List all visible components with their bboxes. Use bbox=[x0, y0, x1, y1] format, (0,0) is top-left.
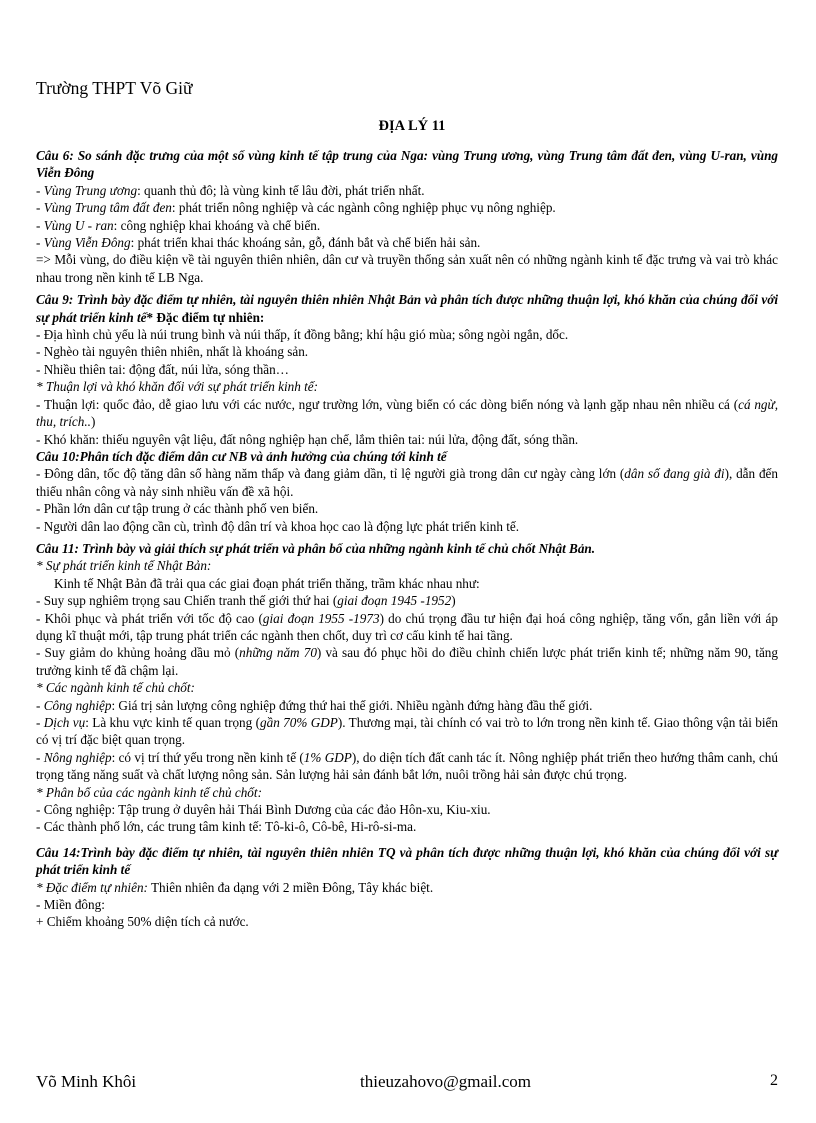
document-title: ĐỊA LÝ 11 bbox=[378, 118, 446, 134]
q11-subheading-3: * Phân bố của các ngành kinh tế chủ chốt: bbox=[36, 784, 262, 800]
q11-line-2 bbox=[36, 592, 778, 609]
q6-text-4: : phát triển khai thác khoáng sản, gỗ, đánh bắt và chế biến hải sản. bbox=[130, 235, 481, 251]
q9-line-4-text: - Thuận lợi: quốc đảo, dễ giao lưu với các nước, ngư trường lớn, vùng biển có các dòng biển nóng và lạnh gặp nhau nên nhiều cá ( bbox=[36, 396, 739, 412]
question-10-heading: Câu 10:Phân tích đặc điểm dân cư NB và ảnh hưởng của chúng tới kinh tế bbox=[36, 448, 447, 464]
q11-text-7: : có vị trí thứ yếu trong nền kinh tế ( bbox=[111, 749, 304, 765]
question-14-heading: Câu 14:Trình bày đặc điểm tự nhiên, tài nguyên thiên nhiên TQ và phân tích được những thuận lợi, khó khăn của chúng đối với sự phát triển kinh tế bbox=[36, 844, 778, 878]
q6-line-3 bbox=[36, 217, 778, 234]
q11-line-2-end: ) bbox=[451, 593, 456, 609]
q10-line-1-end: ), dẫn đến thiếu nhân công và nảy sinh nhiều vấn đề xã hội. bbox=[36, 466, 779, 499]
q11-line-4 bbox=[36, 644, 778, 679]
q9-line-4-end: ) bbox=[90, 414, 96, 430]
q9-line-4 bbox=[36, 396, 778, 431]
footer-author: Võ Minh Khôi bbox=[36, 1072, 137, 1091]
q9-heading-text: Câu 9: Trình bày đặc điểm tự nhiên, tài nguyên thiên nhiên Nhật Bản và phân tích được những thuận lợi, khó khăn của chúng đối với sự phát triển kinh tế bbox=[36, 292, 778, 325]
q6-conclusion: => Mỗi vùng, do điều kiện về tài nguyên thiên nhiên, dân cư và truyền thống sản xuất nên có những ngành kinh tế đặc trưng và vai trò khác nhau trong nền kinh tế LB Nga. bbox=[36, 252, 778, 285]
q11-line-2-italic: giai đoạn 1945 -1952 bbox=[337, 593, 452, 609]
q11-subheading-2: * Các ngành kinh tế chủ chốt: bbox=[36, 680, 195, 696]
q10-line-1-italic: dân số đang già đi bbox=[624, 466, 725, 482]
q9-subheading: * Thuận lợi và khó khăn đối với sự phát triển kinh tế: bbox=[36, 379, 319, 395]
q11-line-6 bbox=[36, 714, 778, 749]
q14-line-sub1 bbox=[36, 879, 778, 896]
q14-subheading-1-text: Thiên nhiên đa dạng với 2 miền Đông, Tây khác biệt. bbox=[147, 879, 434, 895]
q11-line-2-text: - Suy sụp nghiêm trọng sau Chiến tranh thế giới thứ hai ( bbox=[36, 593, 338, 609]
q6-text-3: : công nghiệp khai khoáng và chế biến. bbox=[113, 217, 321, 233]
q6-line-1 bbox=[36, 182, 778, 199]
q11-text-6: : Là khu vực kinh tế quan trọng ( bbox=[85, 715, 261, 730]
q6-text-2: : phát triển nông nghiệp và các ngành công nghiệp phục vụ nông nghiệp. bbox=[171, 200, 556, 216]
q6-text-1: : quanh thủ đô; là vùng kinh tế lâu đời, phát triển nhất. bbox=[137, 182, 425, 198]
q11-term-7: - Nông nghiệp bbox=[36, 749, 112, 765]
q11-line-4-text: - Suy giảm do khủng hoảng dầu mỏ ( bbox=[36, 645, 240, 661]
q14-line-1: - Miền đông: bbox=[36, 897, 105, 913]
q11-subheading-1: * Sự phát triển kinh tế Nhật Bản: bbox=[36, 558, 212, 574]
q11-line-3-text: - Khôi phục và phát triển với tốc độ cao ( bbox=[36, 610, 263, 626]
q6-line-4 bbox=[36, 234, 778, 251]
q11-line-8: - Công nghiệp: Tập trung ở duyên hải Thái Bình Dương của các đảo Hôn-xu, Kiu-xiu. bbox=[36, 802, 491, 818]
q11-line-9: - Các thành phố lớn, các trung tâm kinh tế: Tô-ki-ô, Cô-bê, Hi-rô-si-ma. bbox=[36, 819, 417, 835]
q6-term-3: - Vùng U - ran bbox=[36, 217, 114, 233]
q11-line-3 bbox=[36, 610, 778, 645]
q9-line-4-italic: cá ngừ, thu, trích.. bbox=[36, 396, 779, 430]
q11-line-7-end: ), do diện tích đất canh tác ít. Nông nghiệp phát triển theo hướng thâm canh, chú trọng tăng năng suất và chất lượng nông sản. Sản lượng hải sản đánh bắt lớn, nuôi trồng hải sản được chú trọng. bbox=[36, 749, 778, 783]
header-school-name: Trường THPT Võ Giữ bbox=[36, 78, 193, 98]
q11-line-6-end: ). Thương mại, tài chính có vai trò to lớn trong nền kinh tế. Giao thông vận tải biển có vị trí đặc biệt quan trọng. bbox=[36, 715, 778, 748]
footer-email: thieuzahovo@gmail.com bbox=[360, 1072, 531, 1091]
q11-line-1: Kinh tế Nhật Bản đã trải qua các giai đoạn phát triển thăng, trầm khác nhau như: bbox=[54, 575, 480, 591]
q11-line-7 bbox=[36, 749, 778, 784]
q10-line-3: - Người dân lao động cần cù, trình độ dân trí và khoa học cao là động lực phát triển kinh tế. bbox=[36, 518, 520, 534]
question-6-heading: Câu 6: So sánh đặc trưng của một số vùng kinh tế tập trung của Nga: vùng Trung ương, vùng Trung tâm đất đen, vùng U-ran, vùng Viễn Đông bbox=[36, 148, 778, 181]
q6-term-2: - Vùng Trung tâm đất đen bbox=[36, 200, 172, 216]
q11-line-6-italic: gần 70% GDP bbox=[260, 715, 338, 730]
q11-line-4-end: ) và sau đó phục hồi do điều chỉnh chiến lược phát triển kinh tế; những năm 90, tăng trưởng kinh tế đã chậm lại. bbox=[36, 645, 778, 678]
q14-subheading-1: * Đặc điểm tự nhiên: bbox=[36, 879, 148, 895]
q6-term-1: - Vùng Trung ương bbox=[36, 182, 138, 198]
q11-line-7-italic: 1% GDP bbox=[303, 749, 352, 765]
q11-text-5: : Giá trị sản lượng công nghiệp đứng thứ hai thế giới. Nhiều ngành đứng hàng đầu thế giới. bbox=[111, 697, 593, 713]
question-9-heading bbox=[36, 291, 778, 326]
q9-line-5: - Khó khăn: thiếu nguyên vật liệu, đất nông nghiệp hạn chế, lắm thiên tai: núi lửa, động đất, sóng thần. bbox=[36, 431, 579, 447]
q11-line-5 bbox=[36, 697, 778, 714]
q9-heading-tail: * Đặc điểm tự nhiên: bbox=[146, 309, 265, 325]
q11-term-6: - Dịch vụ bbox=[36, 715, 86, 730]
question-11-heading: Câu 11: Trình bày và giải thích sự phát triển và phân bố của những ngành kinh tế chủ chốt Nhật Bản. bbox=[36, 540, 596, 556]
q6-line-2 bbox=[36, 199, 778, 216]
q11-line-3-end: ) do chú trọng đầu tư hiện đại hoá công nghiệp, tăng vốn, gắn liền với áp dụng kĩ thuật mới, tập trung phát triển các ngành then chốt, duy trì cơ cấu kinh tế hai tầng. bbox=[36, 610, 778, 643]
q11-term-5: - Công nghiệp bbox=[36, 697, 112, 713]
q11-line-3-italic: giai đoạn 1955 -1973 bbox=[262, 610, 380, 626]
q14-line-2: + Chiếm khoảng 50% diện tích cả nước. bbox=[36, 914, 249, 930]
q11-line-4-italic: những năm 70 bbox=[239, 645, 317, 661]
q6-term-4: - Vùng Viễn Đông bbox=[36, 235, 131, 251]
q9-line-3: - Nhiều thiên tai: động đất, núi lửa, sóng thần… bbox=[36, 361, 289, 377]
document-body bbox=[36, 147, 778, 931]
q9-line-1: - Địa hình chủ yếu là núi trung bình và núi thấp, ít đồng bằng; khí hậu gió mùa; sông ngòi ngắn, dốc. bbox=[36, 327, 569, 343]
q10-line-1-text: - Đông dân, tốc độ tăng dân số hàng năm thấp và đang giảm dần, tỉ lệ người già trong dân cư ngày càng lớn ( bbox=[36, 466, 625, 482]
q9-line-2: - Nghèo tài nguyên thiên nhiên, nhất là khoáng sản. bbox=[36, 344, 309, 360]
q10-line-1 bbox=[36, 465, 778, 500]
q10-line-2: - Phần lớn dân cư tập trung ở các thành phố ven biển. bbox=[36, 501, 319, 517]
footer-page-number: 2 bbox=[770, 1072, 778, 1089]
